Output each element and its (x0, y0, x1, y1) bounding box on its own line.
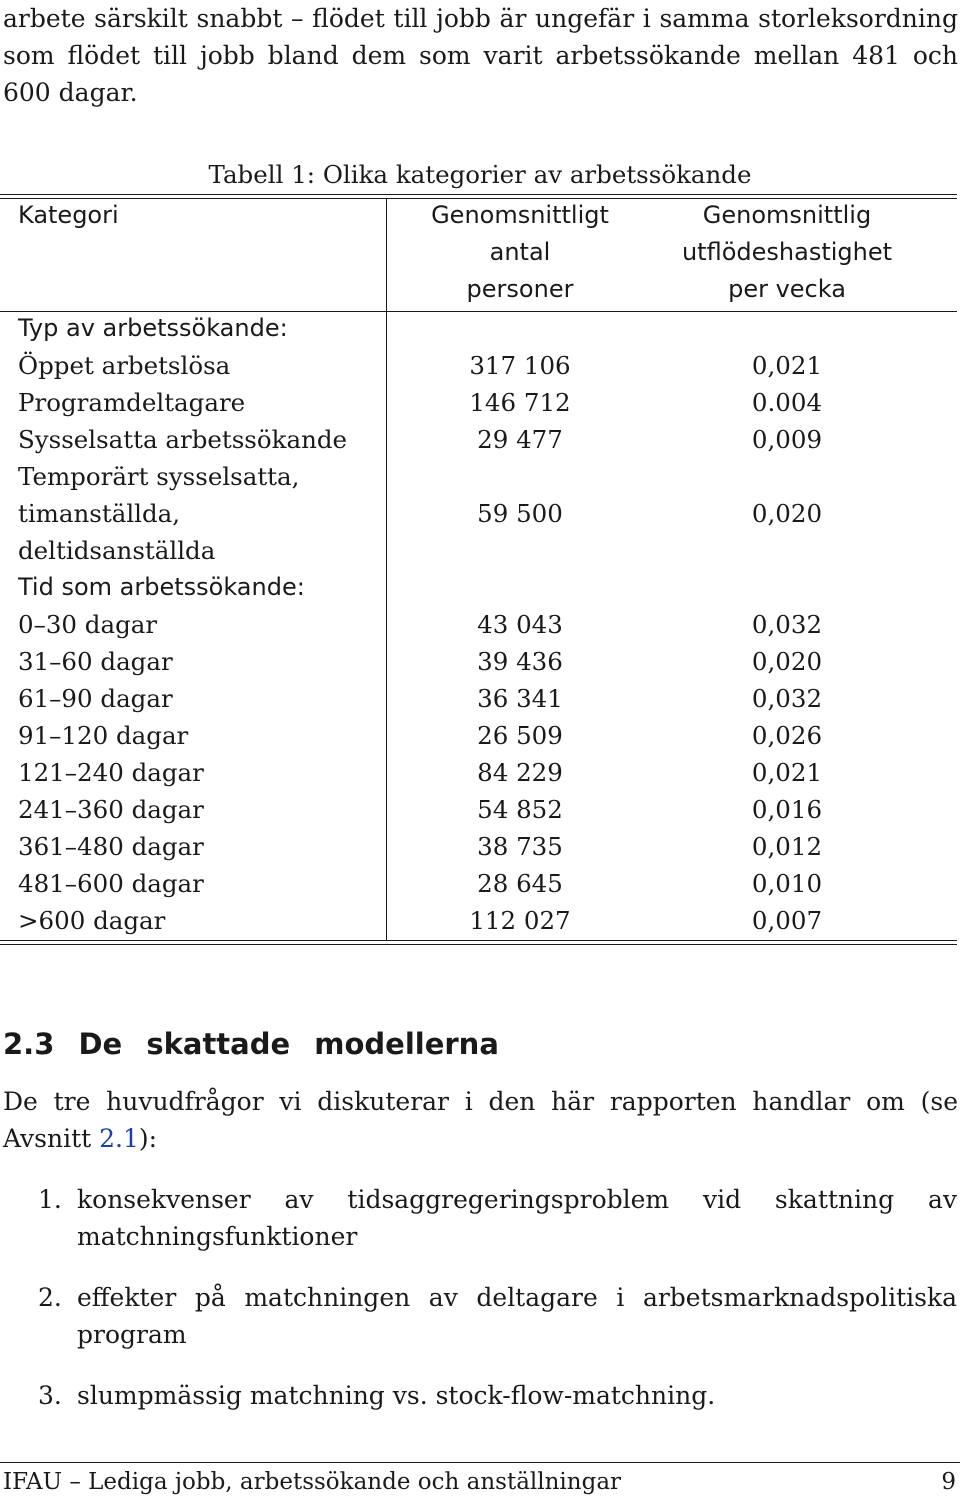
table-cell-persons: 26 509 (477, 721, 563, 750)
table-cell-category: 241–360 dagar (18, 795, 204, 824)
table-cell-category-line3: deltidsanställda (18, 536, 216, 565)
table-cell-persons: 28 645 (477, 869, 563, 898)
table-cell-rate: 0,016 (751, 795, 823, 824)
table-cell-rate: 0.004 (751, 388, 823, 417)
table-bottom-rule-2 (0, 944, 957, 945)
table-cell-category-line2: timanställda, (18, 499, 181, 528)
table-column-divider (386, 199, 387, 940)
page-number: 9 (941, 1469, 956, 1495)
table-cell-rate: 0,020 (751, 647, 823, 676)
table-cell-persons: 38 735 (477, 832, 563, 861)
section-label-type: Typ av arbetssökande: (18, 314, 288, 342)
table-cell-rate: 0,010 (751, 869, 823, 898)
table-cell-persons: 36 341 (477, 684, 563, 713)
header-rate-line1: Genomsnittlig (702, 201, 872, 229)
footer-rule (0, 1462, 960, 1463)
table-cell-persons: 112 027 (469, 906, 571, 935)
header-persons-line1: Genomsnittligt (431, 201, 609, 229)
table-cell-persons: 146 712 (469, 388, 571, 417)
table-caption: Tabell 1: Olika kategorier av arbetssökande (208, 160, 752, 189)
table-cell-rate: 0,021 (751, 351, 823, 380)
table-bottom-rule (0, 940, 957, 941)
header-persons-line2: antal (489, 238, 551, 266)
running-footer: IFAU – Lediga jobb, arbetssökande och anställningar (3, 1469, 622, 1495)
list-item-text: slumpmässig matchning vs. stock-flow-matchning. (77, 1381, 716, 1410)
table-cell-category: >600 dagar (18, 906, 166, 935)
table-cell-persons: 54 852 (477, 795, 563, 824)
table-cell-rate: 0,026 (751, 721, 823, 750)
list-item-number: 1. (38, 1185, 62, 1214)
table-cell-rate: 0,012 (751, 832, 823, 861)
header-persons-line3: personer (466, 275, 574, 303)
header-rate-line2: utflödeshastighet (681, 238, 893, 266)
list-item-text: konsekvenser av tidsaggregeringsproblem vid skattning av matchningsfunktioner (77, 1185, 957, 1251)
table-cell-rate: 0,007 (751, 906, 823, 935)
table-cell-category-line1: Temporärt sysselsatta, (18, 462, 300, 491)
table-cell-category: 61–90 dagar (18, 684, 173, 713)
body-paragraph (3, 1083, 958, 1157)
section-number: 2.3 (3, 1027, 55, 1061)
section-reference-link[interactable]: 2.1 (99, 1124, 139, 1153)
table-cell-rate: 0,009 (751, 425, 823, 454)
list-item-text: effekter på matchningen av deltagare i arbetsmarknadspolitiska program (77, 1283, 957, 1349)
table-cell-category: Programdeltagare (18, 388, 246, 417)
table-cell-persons: 29 477 (477, 425, 563, 454)
table-cell-category: Sysselsatta arbetssökande (18, 425, 348, 454)
table-cell-category: 121–240 dagar (18, 758, 204, 787)
table-cell-rate: 0,032 (751, 610, 823, 639)
table-cell-category: Öppet arbetslösa (18, 351, 231, 380)
table-cell-persons: 317 106 (469, 351, 571, 380)
table-cell-persons: 39 436 (477, 647, 563, 676)
section-label-time: Tid som arbetssökande: (18, 573, 305, 601)
table-cell-category: 31–60 dagar (18, 647, 173, 676)
header-kategori: Kategori (18, 201, 119, 229)
table-cell-category: 0–30 dagar (18, 610, 158, 639)
table-top-rule (0, 194, 957, 195)
table-cell-category: 91–120 dagar (18, 721, 189, 750)
table-cell-persons: 59 500 (477, 499, 563, 528)
paragraph-text-start: De tre huvudfrågor vi diskuterar i den här rapporten handlar om (se Avsnitt (3, 1087, 958, 1153)
table-cell-rate: 0,021 (751, 758, 823, 787)
table-cell-persons: 84 229 (477, 758, 563, 787)
table-cell-category: 361–480 dagar (18, 832, 204, 861)
section-title: De skattade modellerna (78, 1027, 499, 1061)
list-item-number: 3. (38, 1381, 62, 1410)
section-heading (3, 1024, 499, 1064)
table-cell-rate: 0,032 (751, 684, 823, 713)
table-cell-rate: 0,020 (751, 499, 823, 528)
table-cell-persons: 43 043 (477, 610, 563, 639)
paragraph-text-end: ): (138, 1124, 158, 1153)
header-rate-line3: per vecka (728, 275, 846, 303)
intro-paragraph: arbete särskilt snabbt – flödet till jobb är ungefär i samma storleksordning som flödet till jobb bland dem som varit arbetssökande mellan 481 och 600 dagar. (3, 4, 958, 107)
table-cell-category: 481–600 dagar (18, 869, 204, 898)
list-item-number: 2. (38, 1283, 62, 1312)
